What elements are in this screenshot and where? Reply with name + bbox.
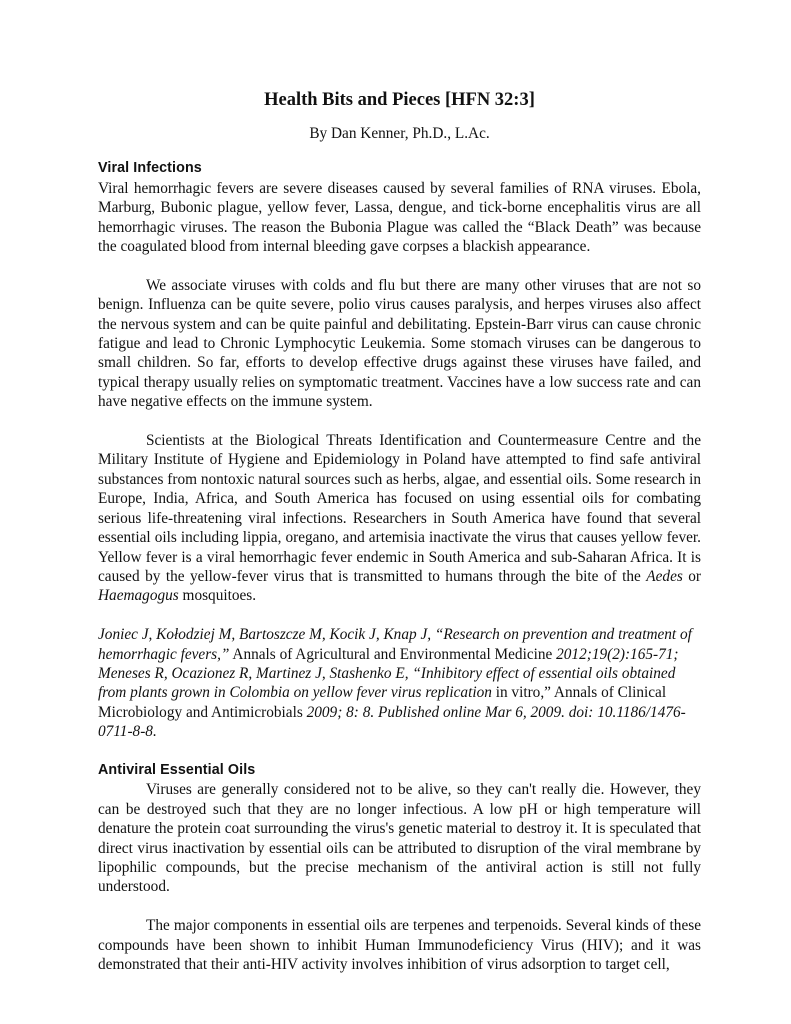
- document-page: [98, 88, 701, 974]
- document-title: Health Bits and Pieces [HFN 32:3]: [264, 90, 535, 110]
- paragraph: [98, 431, 701, 606]
- paragraph-text: mosquitoes.: [178, 587, 257, 605]
- reference-citation: 2012;19(2):165-71; Meneses R, Ocazionez R, Martinez J, Stashenko E, “Inhibitory effect of essential oils obtained from plants grown in Colombia on yellow fever virus replication: [98, 645, 679, 702]
- references: [98, 625, 701, 741]
- section-heading: Viral Infections: [98, 160, 202, 177]
- section-heading: Antiviral Essential Oils: [98, 761, 256, 778]
- reference-authors-title: Joniec J, Kołodziej M, Bartoszcze M, Kocik J, Knap J, “Research on prevention and treatment of hemorrhagic fevers,”: [98, 626, 692, 663]
- paragraph-text: Scientists at the Biological Threats Identification and Countermeasure Centre and the Military Institute of Hygiene and Epidemiology in Poland have attempted to find safe antiviral substances from nontoxic natural sources such as herbs, algae, and essential oils. Some research in Europe, India, Africa, and South America has focused on using essential oils for combating serious life-threatening viral infections. Researchers in South America have found that several essential oils including lippia, oregano, and artemisia inactivate the virus that causes yellow fever. Yellow fever is a viral hemorrhagic fever endemic in South America and sub-Saharan Africa. It is caused by the yellow-fever virus that is transmitted to humans through the bite of the: [98, 432, 701, 585]
- reference-journal: in vitro,” Annals of Clinical Microbiology and Antimicrobials: [98, 684, 667, 721]
- paragraph: Viruses are generally considered not to be alive, so they can't really die. However, they can be destroyed such that they are no longer infectious. A low pH or high temperature will denature the protein coat surrounding the virus's genetic material to destroy it. It is speculated that direct virus inactivation by essential oils can be attributed to disruption of the viral membrane by lipophilic compounds, but the precise mechanism of the antiviral action is still not fully understood.: [98, 781, 701, 896]
- paragraph: Viral hemorrhagic fevers are severe diseases caused by several families of RNA viruses. Ebola, Marburg, Bubonic plague, yellow fever, Lassa, dengue, and tick-borne encephalitis virus are all hemorrhagic viruses. The reason the Bubonia Plague was called the “Black Death” was because the coagulated blood from internal bleeding gave corpses a blackish appearance.: [98, 179, 701, 256]
- reference-journal: Annals of Agricultural and Environmental Medicine: [229, 645, 557, 663]
- paragraph: We associate viruses with colds and flu but there are many other viruses that are not so benign. Influenza can be quite severe, polio virus causes paralysis, and herpes viruses also affect the nervous system and can be quite painful and debilitating. Epstein-Barr virus can cause chronic fatigue and lead to Chronic Lymphocytic Leukemia. Some stomach viruses can be dangerous to small children. So far, efforts to develop effective drugs against these viruses have failed, and typical therapy usually relies on symptomatic treatment. Vaccines have a low success rate and can have negative effects on the immune system.: [98, 276, 701, 411]
- section-antiviral-essential-oils: [98, 761, 701, 974]
- reference-citation: 2009; 8: 8. Published online Mar 6, 2009. doi: 10.1186/1476-0711-8-8.: [98, 703, 686, 741]
- genus-name: Aedes: [646, 567, 683, 585]
- paragraph: The major components in essential oils are terpenes and terpenoids. Several kinds of these compounds have been shown to inhibit Human Immunodeficiency Virus (HIV); and it was demonstrated that their anti-HIV activity involves inhibition of virus adsorption to target cell,: [98, 917, 701, 973]
- genus-name: Haemagogus: [98, 587, 179, 605]
- section-viral-infections: [98, 159, 701, 741]
- author-byline: By Dan Kenner, Ph.D., L.Ac.: [309, 125, 490, 142]
- paragraph-text: or: [682, 567, 702, 585]
